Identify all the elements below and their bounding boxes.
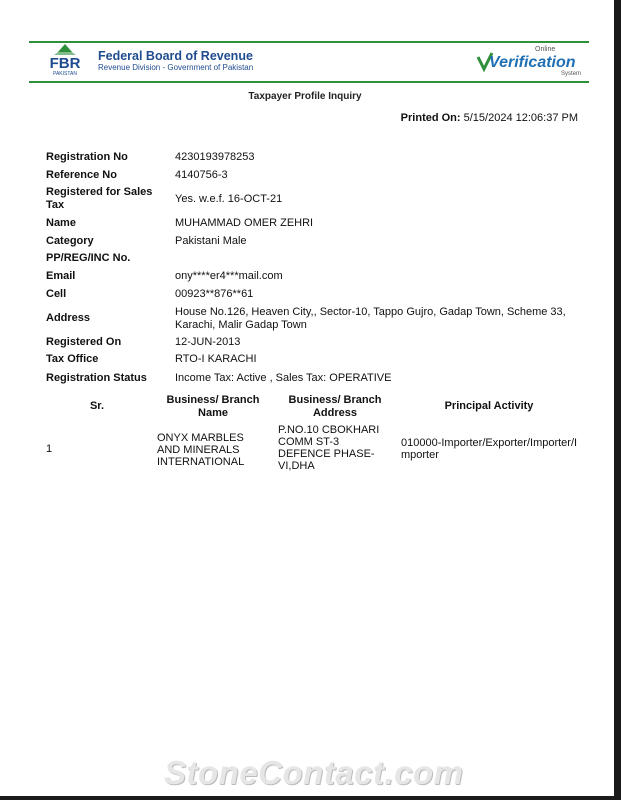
label-name: Name [46, 217, 76, 229]
fbr-logo-text: FBR [49, 55, 81, 72]
printed-on-label: Printed On: [400, 112, 461, 124]
table-cell-sr: 1 [46, 443, 53, 455]
table-header-branch-name: Business/ Branch Name [166, 394, 260, 419]
table-header-principal-activity: Principal Activity [444, 400, 534, 412]
watermark: StoneContact.com [164, 754, 464, 791]
label-cell: Cell [46, 288, 67, 300]
scan-frame-right [614, 0, 621, 800]
label-sales-tax: Registered for Sales Tax [46, 186, 153, 211]
value-category: Pakistani Male [175, 235, 247, 247]
value-registered-on: 12-JUN-2013 [175, 336, 241, 348]
printed-on [401, 112, 578, 124]
table-header-sr: Sr. [89, 400, 105, 412]
value-email: ony****er4***mail.com [175, 270, 283, 282]
fbr-logo-subtext: PAKISTAN [53, 71, 77, 76]
value-tax-office: RTO-I KARACHI [175, 353, 257, 365]
label-pp-reg-inc: PP/REG/INC No. [46, 252, 131, 264]
value-name: MUHAMMAD OMER ZEHRI [175, 217, 314, 229]
page-title: Taxpayer Profile Inquiry [248, 91, 362, 102]
fbr-logo [36, 43, 94, 76]
label-registration-no: Registration No [46, 151, 128, 163]
scan-frame-bottom [0, 796, 621, 800]
label-tax-office: Tax Office [46, 353, 99, 365]
value-sales-tax: Yes. w.e.f. 16-OCT-21 [175, 193, 283, 205]
label-email: Email [46, 270, 76, 282]
value-cell: 00923**876**61 [175, 288, 254, 300]
label-registered-on: Registered On [46, 336, 122, 348]
value-registration-no: 4230193978253 [175, 151, 255, 163]
label-registration-status: Registration Status [46, 372, 147, 384]
table-header-branch-address: Business/ Branch Address [288, 394, 382, 419]
table-cell-principal-activity: 010000-Importer/Exporter/Importer/Importer [401, 437, 578, 461]
printed-on-value: 5/15/2024 12:06:37 PM [463, 112, 578, 124]
online-verification-logo [475, 43, 585, 77]
table-cell-branch-address: P.NO.10 CBOKHARI COMM ST-3 DEFENCE PHASE-VI,DHA [278, 424, 380, 472]
ov-system-text: System [561, 71, 582, 77]
org-subtitle: Revenue Division - Government of Pakistan [98, 63, 254, 72]
value-reference-no: 4140756-3 [175, 169, 228, 181]
ov-main-text: Verification [489, 54, 576, 71]
label-category: Category [46, 235, 94, 247]
value-registration-status: Income Tax: Active , Sales Tax: OPERATIVE [175, 372, 392, 384]
label-reference-no: Reference No [46, 169, 117, 181]
label-address: Address [46, 312, 91, 324]
ov-online-text: Online [535, 46, 556, 53]
org-title: Federal Board of Revenue [98, 49, 253, 63]
value-address: House No.126, Heaven City,, Sector-10, Tappo Gujro, Gadap Town, Scheme 33, Karachi, Malir Gadap Town [175, 306, 566, 331]
table-cell-branch-name: ONYX MARBLES AND MINERALS INTERNATIONAL [157, 432, 245, 468]
